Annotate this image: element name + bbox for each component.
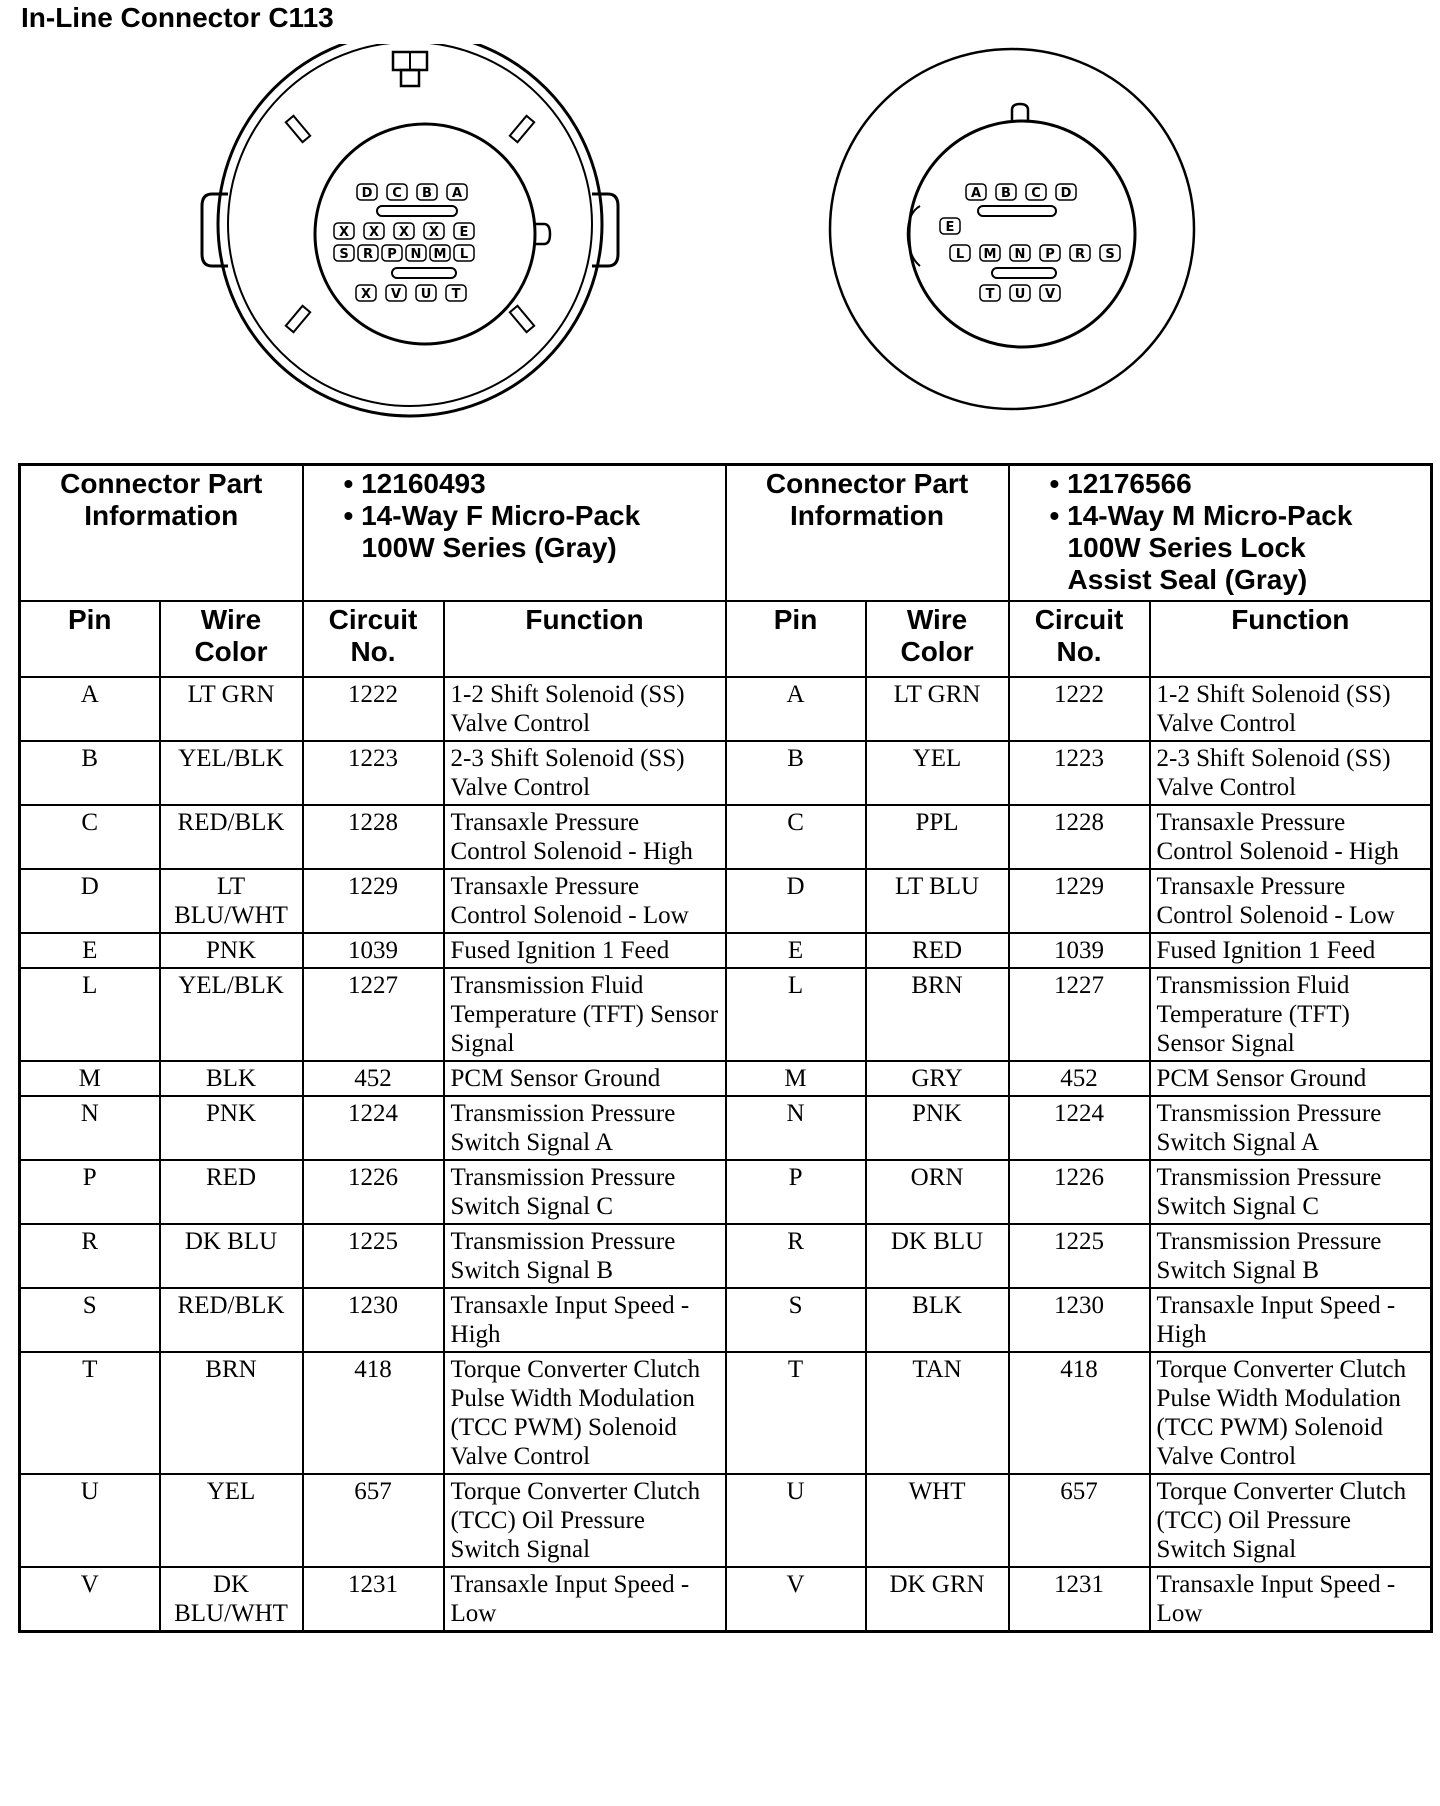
function-cell: Torque Converter Clutch (TCC) Oil Pressure Switch Signal	[1150, 1474, 1432, 1567]
table-row	[20, 1160, 1432, 1224]
pin-label: A	[451, 186, 463, 201]
right-part-info	[1009, 465, 1432, 602]
function-cell: Transmission Pressure Switch Signal C	[1150, 1160, 1432, 1224]
left-part-desc-1: • 14-Way F Micro-Pack	[343, 500, 641, 531]
pin-label: V	[1044, 287, 1056, 302]
circuit-number-cell: 1228	[1009, 805, 1150, 869]
wire-color-cell: RED/BLK	[160, 805, 303, 869]
pin-cell: D	[726, 869, 866, 933]
pin-label: C	[392, 186, 402, 201]
wire-color-cell: TAN	[866, 1352, 1009, 1474]
pin-cell: R	[20, 1224, 160, 1288]
right-part-desc-1: • 14-Way M Micro-Pack	[1049, 500, 1353, 531]
function-cell: Fused Ignition 1 Feed	[444, 933, 726, 968]
circuit-number-cell: 1224	[1009, 1096, 1150, 1160]
wire-color-cell: RED	[160, 1160, 303, 1224]
table-row	[20, 677, 1432, 741]
right-part-desc-2: 100W Series Lock	[1067, 532, 1306, 563]
pin-label: X	[368, 225, 380, 240]
wire-color-cell: PPL	[866, 805, 1009, 869]
table-row	[20, 933, 1432, 968]
pin-cell: S	[20, 1288, 160, 1352]
pin-label: M	[433, 247, 447, 262]
wire-color-cell: LT GRN	[160, 677, 303, 741]
wire-color-cell: DK BLU	[866, 1224, 1009, 1288]
pin-label: X	[360, 287, 372, 302]
pin-label: C	[1031, 186, 1041, 201]
left-info-label: Connector Part Information	[20, 465, 303, 602]
pin-label: D	[361, 186, 373, 201]
pin-cell: E	[726, 933, 866, 968]
circuit-number-cell: 1225	[1009, 1224, 1150, 1288]
pin-cell: U	[20, 1474, 160, 1567]
wire-color-cell: RED/BLK	[160, 1288, 303, 1352]
function-cell: Transaxle Input Speed - High	[1150, 1288, 1432, 1352]
pin-cell: U	[726, 1474, 866, 1567]
pin-cell: R	[726, 1224, 866, 1288]
function-cell: PCM Sensor Ground	[1150, 1061, 1432, 1096]
circuit-number-cell: 1228	[303, 805, 444, 869]
circuit-number-cell: 1039	[1009, 933, 1150, 968]
function-cell: Transaxle Input Speed - Low	[1150, 1567, 1432, 1632]
pin-label: V	[390, 287, 402, 302]
pin-label: R	[1074, 247, 1086, 262]
wire-color-cell: DK GRN	[866, 1567, 1009, 1632]
pin-label: A	[970, 186, 982, 201]
circuit-number-cell: 418	[1009, 1352, 1150, 1474]
pin-cell: S	[726, 1288, 866, 1352]
circuit-number-cell: 657	[1009, 1474, 1150, 1567]
wire-color-cell: BLK	[160, 1061, 303, 1096]
pin-cell: T	[20, 1352, 160, 1474]
pin-cell: M	[20, 1061, 160, 1096]
pin-cell: T	[726, 1352, 866, 1474]
wire-color-cell: LT BLU/WHT	[160, 869, 303, 933]
function-cell: PCM Sensor Ground	[444, 1061, 726, 1096]
wire-color-cell: BRN	[866, 968, 1009, 1061]
table-row	[20, 1096, 1432, 1160]
circuit-number-cell: 1231	[1009, 1567, 1150, 1632]
pin-label: U	[1014, 287, 1026, 302]
table-row	[20, 1567, 1432, 1632]
pin-cell: D	[20, 869, 160, 933]
circuit-number-cell: 1227	[303, 968, 444, 1061]
function-cell: 1-2 Shift Solenoid (SS) Valve Control	[444, 677, 726, 741]
circuit-number-cell: 1227	[1009, 968, 1150, 1061]
right-connector-diagram	[830, 49, 1194, 409]
pin-cell: L	[726, 968, 866, 1061]
wire-color-cell: PNK	[160, 1096, 303, 1160]
pin-cell: P	[20, 1160, 160, 1224]
wire-color-cell: WHT	[866, 1474, 1009, 1567]
pin-cell: B	[20, 741, 160, 805]
pin-label: S	[339, 247, 349, 262]
pin-cell: V	[20, 1567, 160, 1632]
wire-color-cell: DK BLU/WHT	[160, 1567, 303, 1632]
right-part-desc-3: Assist Seal (Gray)	[1067, 564, 1308, 595]
wire-color-cell: BLK	[866, 1288, 1009, 1352]
wire-color-cell: LT GRN	[866, 677, 1009, 741]
pin-cell: N	[726, 1096, 866, 1160]
wire-color-cell: YEL/BLK	[160, 741, 303, 805]
table-row	[20, 869, 1432, 933]
circuit-number-cell: 1231	[303, 1567, 444, 1632]
function-cell: Transaxle Pressure Control Solenoid - Low	[444, 869, 726, 933]
pin-label: L	[955, 247, 965, 262]
function-cell: Fused Ignition 1 Feed	[1150, 933, 1432, 968]
pin-label: N	[1014, 247, 1026, 262]
wire-color-cell: YEL	[160, 1474, 303, 1567]
circuit-number-cell: 418	[303, 1352, 444, 1474]
circuit-number-cell: 452	[303, 1061, 444, 1096]
function-cell: Transmission Pressure Switch Signal A	[444, 1096, 726, 1160]
wire-color-cell: ORN	[866, 1160, 1009, 1224]
table-row	[20, 1352, 1432, 1474]
wire-color-cell: BRN	[160, 1352, 303, 1474]
right-connector-pins	[940, 184, 1120, 302]
left-connector-pins	[334, 184, 474, 302]
left-part-number: • 12160493	[343, 468, 486, 499]
function-cell: Transmission Pressure Switch Signal B	[1150, 1224, 1432, 1288]
function-cell: Torque Converter Clutch Pulse Width Modulation (TCC PWM) Solenoid Valve Control	[1150, 1352, 1432, 1474]
pin-label: B	[422, 186, 432, 201]
function-cell: Transmission Pressure Switch Signal C	[444, 1160, 726, 1224]
pin-cell: N	[20, 1096, 160, 1160]
pin-label: L	[459, 247, 469, 262]
pin-label: N	[410, 247, 422, 262]
pin-label: B	[1001, 186, 1011, 201]
function-cell: Transmission Fluid Temperature (TFT) Sensor Signal	[1150, 968, 1432, 1061]
col-header-circuit: Circuit No.	[1009, 601, 1150, 677]
pin-label: T	[451, 287, 461, 302]
circuit-number-cell: 1226	[1009, 1160, 1150, 1224]
pin-cell: C	[20, 805, 160, 869]
left-part-desc-2: 100W Series (Gray)	[361, 532, 617, 563]
table-body	[20, 677, 1432, 1632]
wire-color-cell: YEL/BLK	[160, 968, 303, 1061]
pin-cell: A	[726, 677, 866, 741]
function-cell: 1-2 Shift Solenoid (SS) Valve Control	[1150, 677, 1432, 741]
table-row	[20, 805, 1432, 869]
pin-label: P	[387, 247, 397, 262]
function-cell: Torque Converter Clutch (TCC) Oil Pressure Switch Signal	[444, 1474, 726, 1567]
table-row	[20, 1474, 1432, 1567]
wire-color-cell: PNK	[866, 1096, 1009, 1160]
wire-color-cell: YEL	[866, 741, 1009, 805]
connector-table	[18, 463, 1430, 1633]
function-cell: Transaxle Pressure Control Solenoid - High	[1150, 805, 1432, 869]
wire-color-cell: PNK	[160, 933, 303, 968]
wire-color-cell: RED	[866, 933, 1009, 968]
pin-cell: C	[726, 805, 866, 869]
function-cell: Torque Converter Clutch Pulse Width Modulation (TCC PWM) Solenoid Valve Control	[444, 1352, 726, 1474]
connector-diagrams	[0, 44, 1440, 444]
pin-cell: L	[20, 968, 160, 1061]
connector-info-row	[20, 465, 1432, 602]
circuit-number-cell: 1222	[1009, 677, 1150, 741]
col-header-pin: Pin	[20, 601, 160, 677]
pin-cell: B	[726, 741, 866, 805]
pin-label: X	[338, 225, 350, 240]
right-info-label: Connector Part Information	[726, 465, 1009, 602]
function-cell: Transaxle Pressure Control Solenoid - Low	[1150, 869, 1432, 933]
pin-label: E	[945, 220, 955, 235]
pin-label: P	[1045, 247, 1055, 262]
col-header-circuit: Circuit No.	[303, 601, 444, 677]
circuit-number-cell: 1229	[303, 869, 444, 933]
function-cell: Transmission Pressure Switch Signal B	[444, 1224, 726, 1288]
circuit-number-cell: 1039	[303, 933, 444, 968]
circuit-number-cell: 1229	[1009, 869, 1150, 933]
column-header-row	[20, 601, 1432, 677]
wire-color-cell: DK BLU	[160, 1224, 303, 1288]
col-header-function: Function	[1150, 601, 1432, 677]
left-connector-diagram	[202, 44, 618, 416]
pin-label: T	[985, 287, 995, 302]
pin-label: D	[1060, 186, 1072, 201]
col-header-function: Function	[444, 601, 726, 677]
function-cell: Transaxle Input Speed - High	[444, 1288, 726, 1352]
function-cell: Transmission Pressure Switch Signal A	[1150, 1096, 1432, 1160]
circuit-number-cell: 1223	[303, 741, 444, 805]
circuit-number-cell: 657	[303, 1474, 444, 1567]
wire-color-cell: LT BLU	[866, 869, 1009, 933]
right-part-number: • 12176566	[1049, 468, 1192, 499]
function-cell: Transaxle Pressure Control Solenoid - High	[444, 805, 726, 869]
function-cell: Transmission Fluid Temperature (TFT) Sensor Signal	[444, 968, 726, 1061]
circuit-number-cell: 1223	[1009, 741, 1150, 805]
function-cell: 2-3 Shift Solenoid (SS) Valve Control	[444, 741, 726, 805]
pin-cell: E	[20, 933, 160, 968]
pin-label: U	[420, 287, 432, 302]
circuit-number-cell: 1230	[303, 1288, 444, 1352]
pin-label: X	[428, 225, 440, 240]
function-cell: Transaxle Input Speed - Low	[444, 1567, 726, 1632]
circuit-number-cell: 1225	[303, 1224, 444, 1288]
wire-color-cell: GRY	[866, 1061, 1009, 1096]
table-row	[20, 1288, 1432, 1352]
function-cell: 2-3 Shift Solenoid (SS) Valve Control	[1150, 741, 1432, 805]
pin-label: X	[398, 225, 410, 240]
pin-label: R	[362, 247, 374, 262]
circuit-number-cell: 1226	[303, 1160, 444, 1224]
page-title: In-Line Connector C113	[21, 2, 334, 33]
col-header-pin: Pin	[726, 601, 866, 677]
table-row	[20, 1061, 1432, 1096]
circuit-number-cell: 1224	[303, 1096, 444, 1160]
pin-label: E	[459, 225, 469, 240]
pin-cell: P	[726, 1160, 866, 1224]
pin-label: M	[983, 247, 997, 262]
pin-cell: A	[20, 677, 160, 741]
table-row	[20, 968, 1432, 1061]
circuit-number-cell: 1222	[303, 677, 444, 741]
col-header-wire-color: Wire Color	[866, 601, 1009, 677]
table-row	[20, 1224, 1432, 1288]
col-header-wire-color: Wire Color	[160, 601, 303, 677]
pin-cell: V	[726, 1567, 866, 1632]
circuit-number-cell: 1230	[1009, 1288, 1150, 1352]
table-row	[20, 741, 1432, 805]
circuit-number-cell: 452	[1009, 1061, 1150, 1096]
left-part-info	[303, 465, 726, 602]
pin-cell: M	[726, 1061, 866, 1096]
pin-label: S	[1105, 247, 1115, 262]
